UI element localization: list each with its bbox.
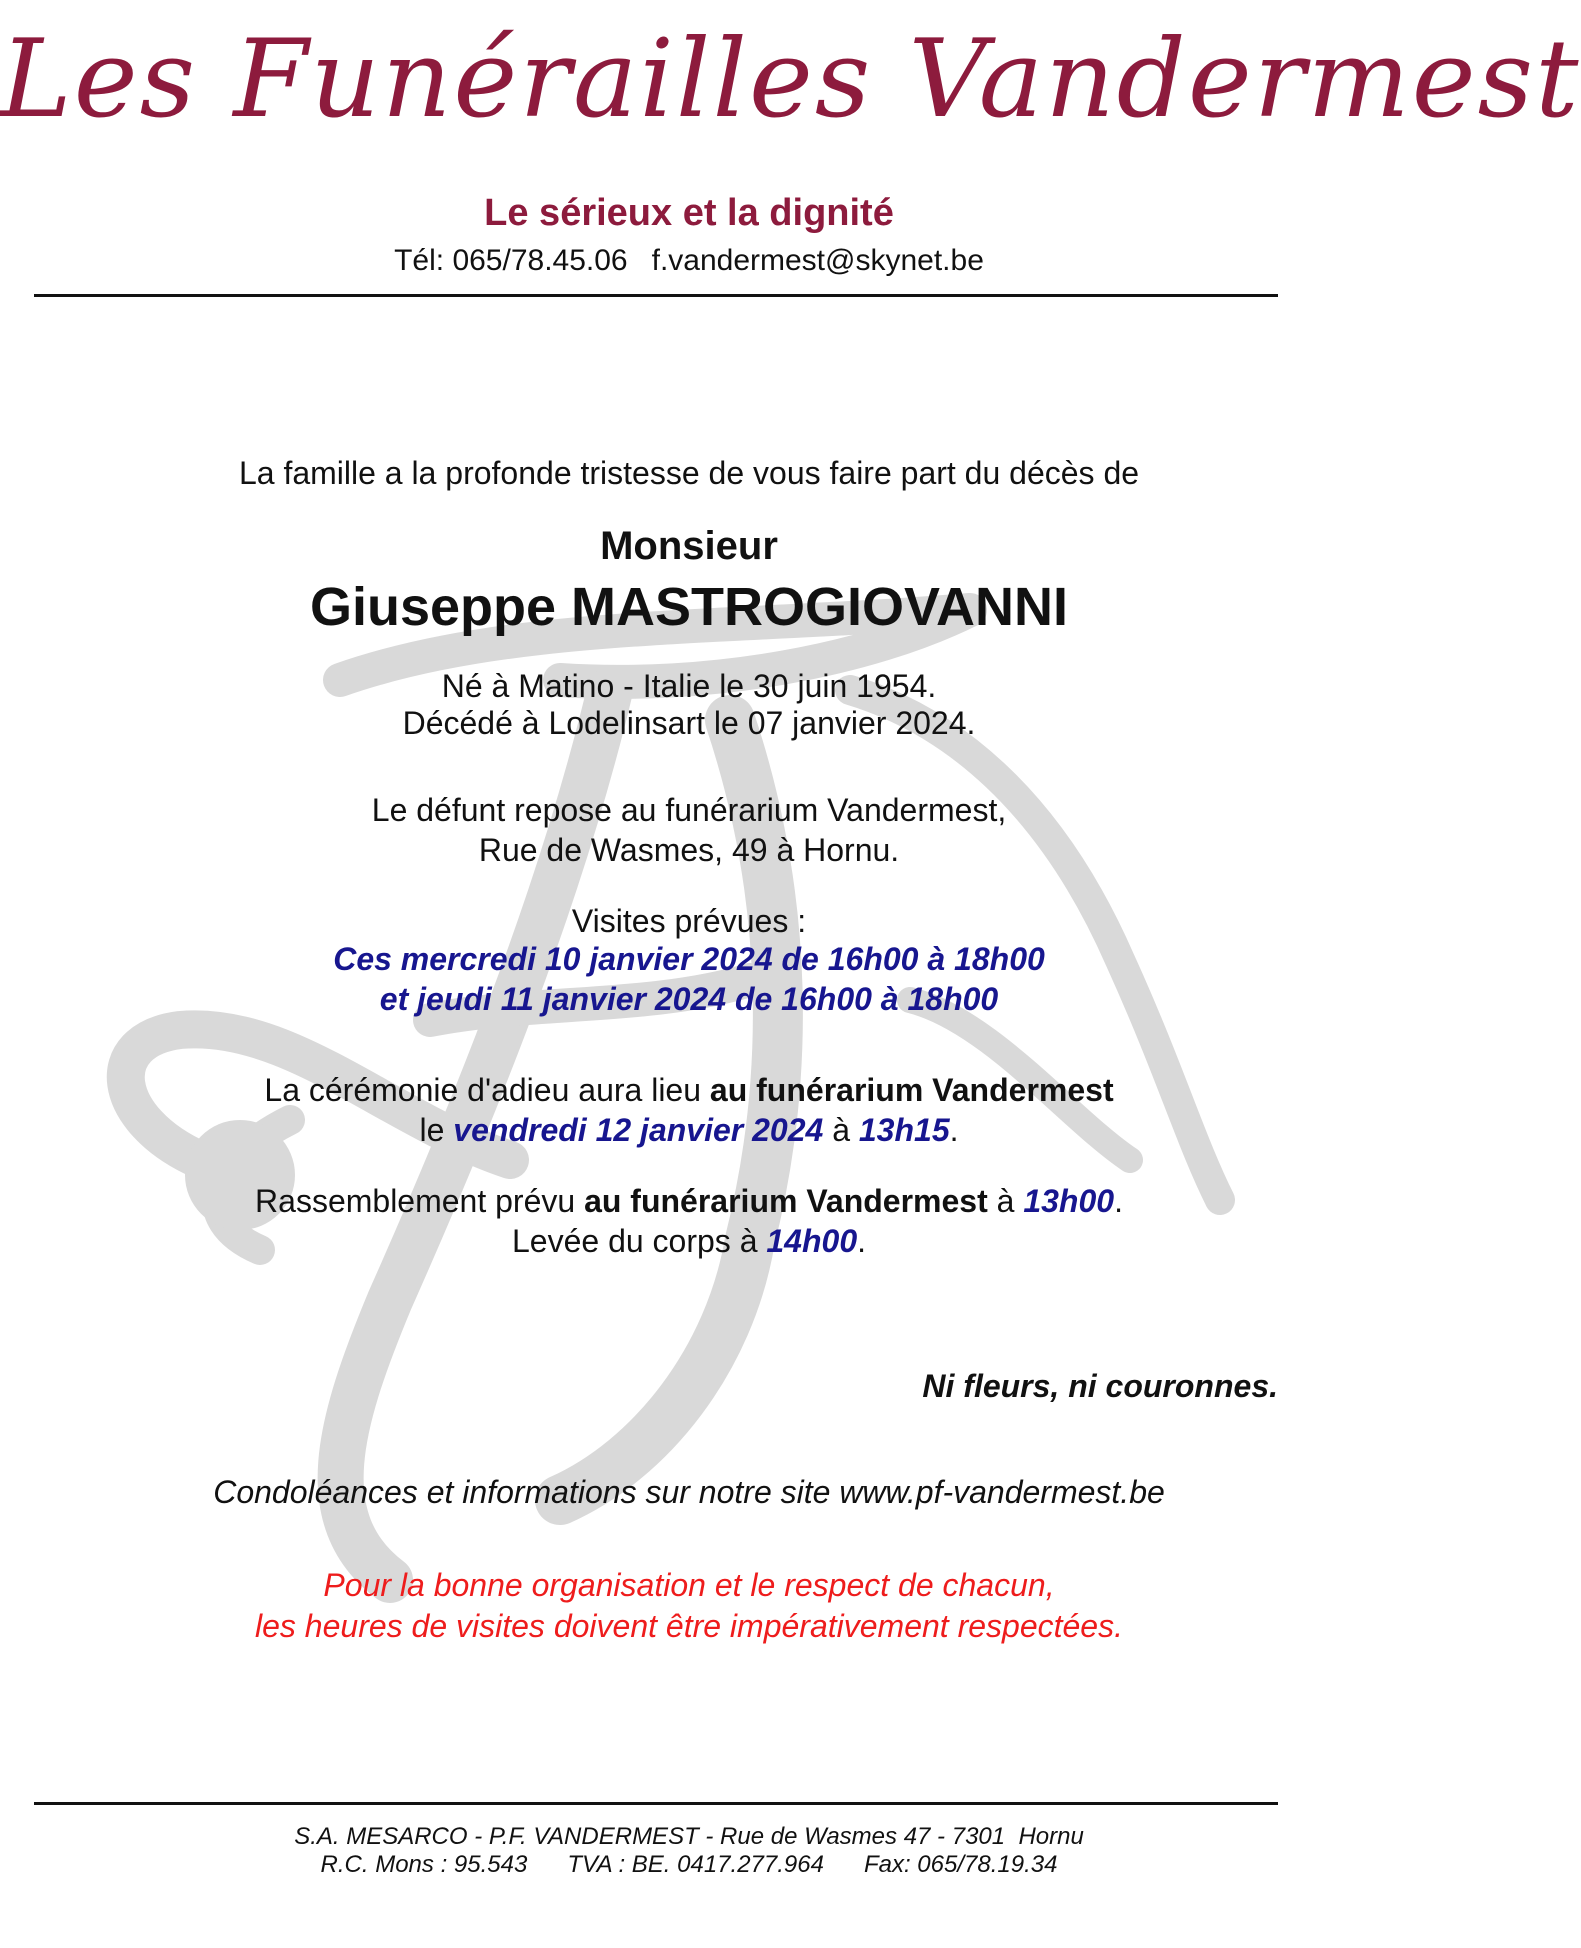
phone-number: Tél: 065/78.45.06 <box>394 244 628 277</box>
ceremony-date: vendredi 12 janvier 2024 <box>453 1112 824 1148</box>
ceremony-place: au funérarium Vandermest <box>709 1072 1114 1108</box>
gathering-end: . <box>1114 1183 1123 1219</box>
rest-location-line-2: Rue de Wasmes, 49 à Hornu. <box>478 832 900 868</box>
footer-registration-line <box>40 1851 1338 1879</box>
death-info: Décédé à Lodelinsart le 07 janvier 2024. <box>402 705 976 741</box>
ceremony-line-2 <box>40 1111 1338 1149</box>
tagline: Le sérieux et la dignité <box>484 192 894 234</box>
gathering-at: à <box>987 1183 1024 1219</box>
gathering-time: 13h00 <box>1023 1183 1115 1219</box>
brand-logo: Les Funérailles Vandermest <box>0 17 1581 142</box>
intro-text: La famille a la profonde tristesse de vous faire part du décès de <box>238 455 1140 491</box>
visit-notice-line-2: les heures de visites doivent être impérativement respectées. <box>255 1608 1123 1644</box>
rest-location-line-1: Le défunt repose au funérarium Vandermest, <box>371 792 1007 828</box>
visits-label: Visites prévues : <box>571 903 807 939</box>
email-address: f.vandermest@skynet.be <box>651 244 984 277</box>
footer-tva: TVA : BE. 0417.277.964 <box>567 1851 824 1878</box>
lift-line <box>40 1222 1338 1260</box>
gathering-prefix: Rassemblement prévu <box>255 1183 585 1219</box>
footer-company-line: S.A. MESARCO - P.F. VANDERMEST - Rue de Wasmes 47 - 7301 Hornu <box>294 1823 1084 1850</box>
honorific: Monsieur <box>600 524 778 568</box>
lift-prefix: Levée du corps à <box>511 1223 767 1259</box>
ceremony-at: à <box>823 1112 859 1148</box>
lift-end: . <box>857 1223 866 1259</box>
deceased-name: Giuseppe MASTROGIOVANNI <box>309 577 1069 637</box>
visit-slot-2: et jeudi 11 janvier 2024 de 16h00 à 18h00 <box>379 981 999 1017</box>
footer-fax: Fax: 065/78.19.34 <box>863 1851 1058 1878</box>
footer-rc: R.C. Mons : 95.543 <box>320 1851 528 1878</box>
header-divider <box>34 294 1278 297</box>
lift-time: 14h00 <box>766 1223 858 1259</box>
contact-line <box>0 243 1378 279</box>
ceremony-time: 13h15 <box>858 1112 950 1148</box>
ceremony-line-1 <box>40 1071 1338 1109</box>
condolences-note: Condoléances et informations sur notre site www.pf-vandermest.be <box>213 1474 1165 1510</box>
visit-slot-1: Ces mercredi 10 janvier 2024 de 16h00 à 18h00 <box>333 941 1045 977</box>
birth-info: Né à Matino - Italie le 30 juin 1954. <box>441 668 937 704</box>
visit-notice-line-1: Pour la bonne organisation et le respect de chacun, <box>323 1567 1055 1603</box>
footer-divider <box>34 1802 1278 1805</box>
ceremony-prefix: La cérémonie d'adieu aura lieu <box>264 1072 710 1108</box>
gathering-line <box>40 1182 1338 1220</box>
gathering-place: au funérarium Vandermest <box>584 1183 988 1219</box>
no-flowers-note: Ni fleurs, ni couronnes. <box>922 1368 1278 1404</box>
ceremony-le: le <box>419 1112 454 1148</box>
ceremony-end: . <box>949 1112 959 1148</box>
